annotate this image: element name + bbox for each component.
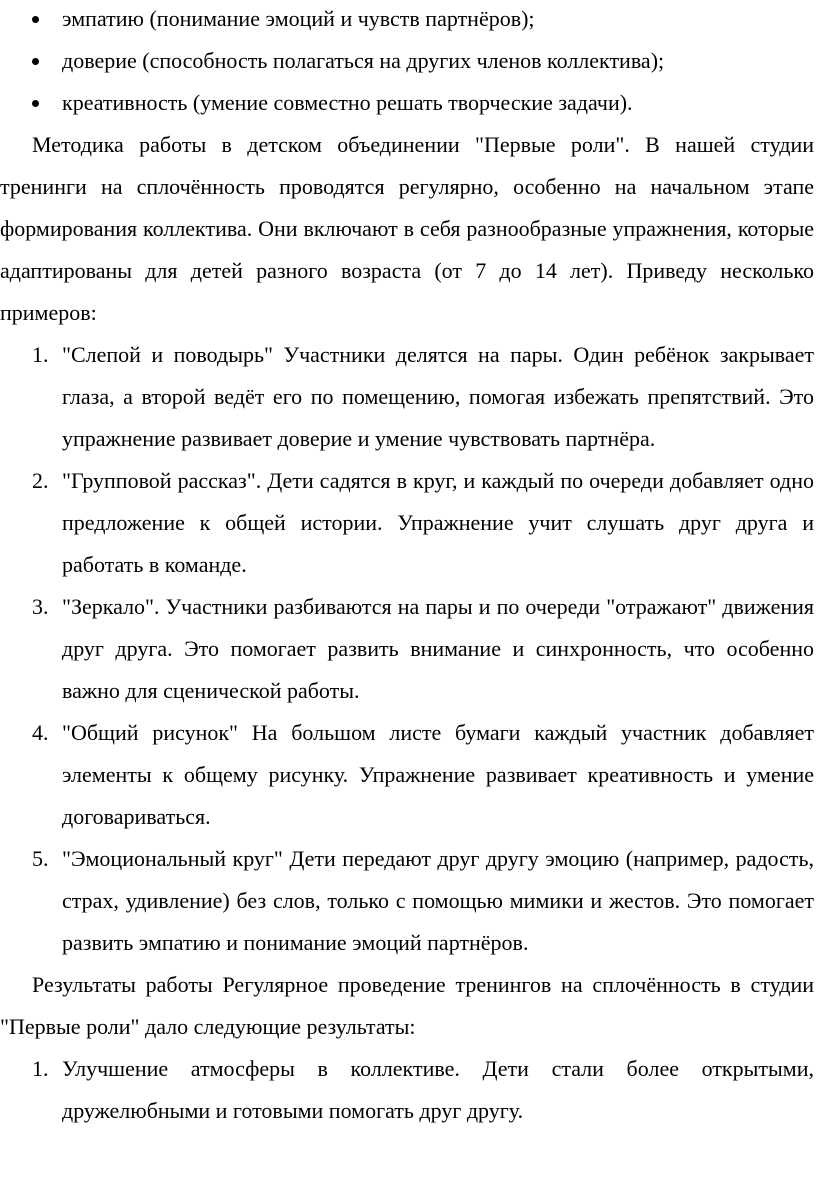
results-paragraph: Результаты работы Регулярное проведение тренингов на сплочённость в студии "Первые роли" дало следующие результаты: bbox=[0, 972, 814, 1039]
bullet-icon bbox=[32, 58, 39, 65]
list-text: "Групповой рассказ". Дети садятся в круг, и каждый по очереди добавляет одно предложение к общей истории. Упражнение учит слушать друг друга и работать в команде. bbox=[62, 468, 814, 577]
list-item bbox=[0, 40, 814, 82]
bullet-icon bbox=[32, 100, 39, 107]
list-text: Улучшение атмосферы в коллективе. Дети стали более открытыми, дружелюбными и готовыми помогать друг другу. bbox=[62, 1056, 814, 1123]
list-number: 3. bbox=[32, 594, 49, 619]
list-item bbox=[0, 586, 814, 712]
list-text: "Слепой и поводырь" Участники делятся на пары. Один ребёнок закрывает глаза, а второй ведёт его по помещению, помогая избежать препятствий. Это упражнение развивает доверие и умение чувствовать партнёра. bbox=[62, 342, 814, 451]
list-item bbox=[0, 838, 814, 964]
list-text: "Эмоциональный круг" Дети передают друг другу эмоцию (например, радость, страх, удивление) без слов, только с помощью мимики и жестов. Это помогает развить эмпатию и понимание эмоций партнёров. bbox=[62, 846, 814, 955]
list-number: 1. bbox=[32, 1056, 49, 1081]
list-number: 1. bbox=[32, 342, 49, 367]
list-item bbox=[0, 0, 814, 40]
list-text: "Общий рисунок" На большом листе бумаги каждый участник добавляет элементы к общему рисунку. Упражнение развивает креативность и умение договариваться. bbox=[62, 720, 814, 829]
list-number: 4. bbox=[32, 720, 49, 745]
list-number: 5. bbox=[32, 846, 49, 871]
methodology-paragraph: Методика работы в детском объединении "Первые роли". В нашей студии тренинги на сплочённость проводятся регулярно, особенно на начальном этапе формирования коллектива. Они включают в себя разнообразные упражнения, которые адаптированы для детей разного возраста (от 7 до 14 лет). Приведу несколько примеров: bbox=[0, 132, 814, 325]
list-number: 2. bbox=[32, 468, 49, 493]
list-item bbox=[0, 712, 814, 838]
list-item bbox=[0, 82, 814, 124]
list-item bbox=[0, 460, 814, 586]
list-item bbox=[0, 334, 814, 460]
bullet-text: доверие (способность полагаться на других членов коллектива); bbox=[62, 48, 665, 73]
list-text: "Зеркало". Участники разбиваются на пары и по очереди "отражают" движения друг друга. Это помогает развить внимание и синхронность, что особенно важно для сценической работы. bbox=[62, 594, 814, 703]
bullet-text: эмпатию (понимание эмоций и чувств партнёров); bbox=[62, 6, 535, 31]
bullet-text: креативность (умение совместно решать творческие задачи). bbox=[62, 90, 633, 115]
list-item bbox=[0, 1048, 814, 1132]
bullet-icon bbox=[32, 16, 39, 23]
